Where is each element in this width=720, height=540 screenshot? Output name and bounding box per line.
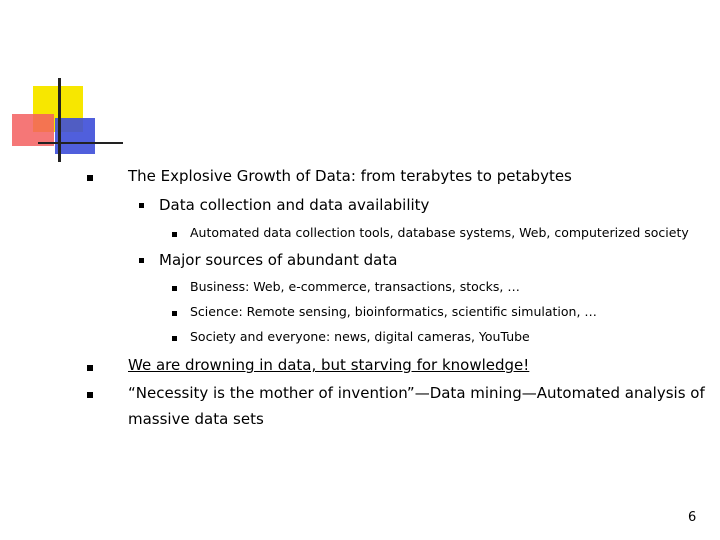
bullet-text-major-sources: Major sources of abundant data (159, 251, 398, 269)
bullet-text-data-collection: Data collection and data availability (159, 196, 430, 214)
bullet-text-automated-tools: Automated data collection tools, database systems, Web, computerized society (190, 225, 689, 240)
bullet-icon (139, 203, 144, 208)
bullet-text-society: Society and everyone: news, digital cameras, YouTube (190, 329, 530, 344)
bullet-icon (87, 365, 93, 371)
bullet-icon (172, 232, 177, 237)
bullet-text-necessity-line1: “Necessity is the mother of invention”—Data mining—Automated analysis of (128, 384, 705, 402)
bullet-icon (139, 258, 144, 263)
decor-vertical-line (58, 78, 61, 162)
bullet-icon (172, 286, 177, 291)
bullet-text-necessity-line2: massive data sets (128, 410, 264, 428)
bullet-text-science: Science: Remote sensing, bioinformatics, scientific simulation, … (190, 304, 597, 319)
page-number: 6 (688, 510, 697, 525)
bullet-text-growth: The Explosive Growth of Data: from terabytes to petabytes (128, 167, 572, 185)
bullet-text-business: Business: Web, e-commerce, transactions, stocks, … (190, 279, 520, 294)
bullet-icon (87, 392, 93, 398)
bullet-text-drowning: We are drowning in data, but starving for knowledge! (128, 356, 530, 374)
decor-blue-square (55, 118, 95, 154)
bullet-icon (172, 336, 177, 341)
decor-horizontal-line (38, 142, 123, 144)
bullet-icon (87, 175, 93, 181)
bullet-icon (172, 311, 177, 316)
